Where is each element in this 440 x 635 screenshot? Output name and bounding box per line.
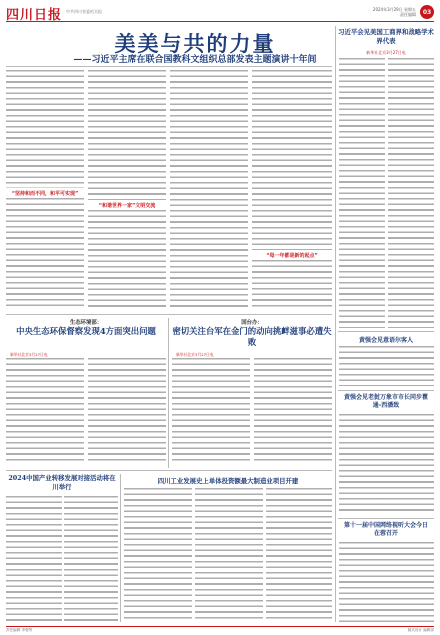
story-4-column-3 (266, 488, 332, 622)
masthead (6, 4, 434, 22)
lead-subheadline: ——习近平主席在联合国教科文组织总部发表主题演讲十年间 (73, 55, 317, 65)
issue-editor: 责任编辑 (400, 12, 416, 17)
story-3-column-1 (6, 496, 62, 622)
middle-rule (6, 314, 332, 315)
lead-headline: 美美与共的力量 (114, 31, 276, 56)
lead-section-heading-2: “和谐世界一家”文明交流 (98, 203, 156, 209)
story-2-kicker: 国台办： (241, 320, 263, 326)
lead-column-2b (88, 210, 166, 310)
lead-column-1 (6, 70, 84, 188)
story-1-column-1 (6, 358, 84, 464)
story-1-title: 中央生态环保督察发现4方面突出问题 (16, 326, 156, 336)
side-story-4-title: 第十一届中国网络视听大会今日在蓉召开 (343, 522, 428, 537)
footer-editor: 责任编辑 李强等 (6, 628, 33, 632)
lead-column-3 (170, 70, 248, 310)
story-2-byline: 新华社北京3月27日电 (176, 352, 214, 357)
lead-column-4b (252, 260, 332, 310)
story-4-column-2 (195, 488, 263, 622)
story-3-column-2 (64, 496, 118, 622)
side-story-byline: 新华社北京3月27日电 (366, 50, 406, 55)
newspaper-logo: 四川日报 (6, 8, 63, 23)
story-2-column-1 (172, 358, 250, 464)
issue-info (373, 7, 416, 17)
lead-section-heading-3: “每一年都是新的起点” (266, 253, 318, 259)
middle-divider (168, 318, 169, 468)
bottom-rule (6, 470, 332, 471)
story-2-column-2 (254, 358, 332, 464)
story-2-title: 密切关注台军在金门的动向挑衅滋事必遭失败 (172, 326, 332, 347)
footer-design: 版式设计 编辑部 (407, 628, 434, 632)
side-column-1 (339, 58, 385, 328)
side-story-title: 习近平会见美国工商界和战略学术界代表 (338, 28, 434, 45)
story-4-title: 四川工业发展史上单体投资额最大制造业项目开建 (157, 477, 299, 485)
lead-rule (6, 66, 332, 67)
page-footer (6, 626, 434, 633)
side-rule-3 (338, 518, 434, 519)
masthead-subtitle: 中共四川省委机关报 (66, 9, 102, 14)
lead-section-heading-1: “坚持和而不同，和平可实现” (11, 191, 79, 197)
page-number-badge: 03 (420, 5, 434, 19)
side-rule-1 (338, 331, 434, 332)
side-column-2 (388, 58, 434, 328)
story-4-column-1 (124, 488, 192, 622)
story-1-kicker: 生态环境部： (69, 320, 103, 326)
side-story-2-title: 黄强会见意语尔客人 (358, 337, 413, 344)
bottom-divider (120, 474, 121, 622)
issue-date: 2024年3月29日 星期五 (372, 7, 416, 12)
story-1-byline: 新华社北京3月27日电 (10, 352, 48, 357)
side-story-3-body (339, 414, 434, 514)
story-1-column-2 (88, 358, 166, 464)
side-story-2-body (339, 346, 434, 386)
story-3-title: 2024中国产业转移发展对接活动将在川举行 (8, 474, 116, 491)
side-story-4-body (339, 542, 434, 622)
lead-column-4 (252, 70, 332, 250)
lead-column-2 (88, 70, 166, 200)
side-divider (335, 26, 336, 622)
lead-column-1b (6, 198, 84, 310)
side-rule-2 (338, 390, 434, 391)
side-story-3-title: 黄强会见老挝万象市市长同步瞿通-西潘致 (343, 394, 428, 409)
